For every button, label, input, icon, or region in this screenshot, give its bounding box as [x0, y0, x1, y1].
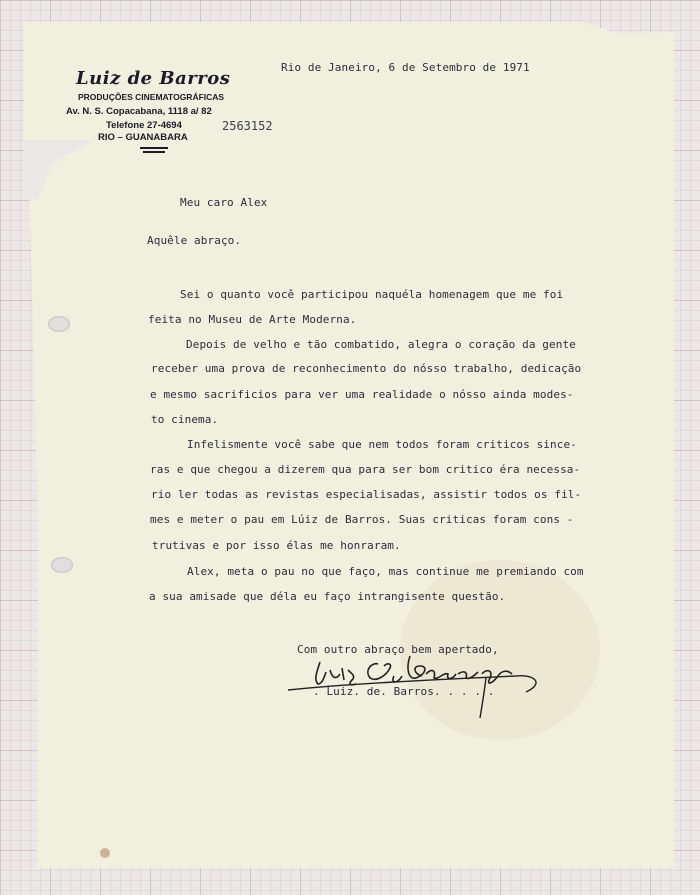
body-line: a sua amisade que déla eu faço intrangisente questão. — [149, 590, 506, 603]
body-line: to cinema. — [151, 413, 219, 426]
salutation: Meu caro Alex — [180, 196, 268, 209]
greeting: Aquêle abraço. — [147, 234, 242, 247]
body-line: Depois de velho e tão combatido, alegra o coração da gente — [186, 338, 576, 351]
body-line: Alex, meta o pau no que faço, mas continue me premiando com — [187, 565, 584, 578]
letterhead-company: PRODUÇÕES CINEMATOGRÁFICAS — [78, 92, 225, 102]
dateline: Rio de Janeiro, 6 de Setembro de 1971 — [281, 61, 530, 74]
letterhead-name: Luiz de Barros — [76, 68, 231, 89]
body-line: ras e que chegou a dizerem qua para ser bom critico éra necessa- — [150, 463, 581, 476]
letterhead-phone-correction: 2563152 — [222, 119, 273, 133]
letterhead-address: Av. N. S. Copacabana, 1118 a/ 82 — [66, 106, 212, 117]
body-line: mes e meter o pau em Lúiz de Barros. Suas criticas foram cons - — [150, 513, 574, 526]
letterhead-phone: Telefone 27-4694 — [106, 120, 182, 131]
body-line: receber uma prova de reconhecimento do nósso trabalho, dedicação — [151, 362, 582, 375]
body-line: feita no Museu de Arte Moderna. — [148, 313, 357, 326]
letterhead-rule-2 — [143, 151, 165, 153]
typed-signature: . Luiz. de. Barros. . . . . — [313, 685, 495, 698]
stain-spot — [100, 848, 110, 858]
punch-hole-top — [48, 316, 70, 332]
handwritten-signature — [286, 640, 550, 720]
body-line: rio ler todas as revistas especialisadas, assistir todos os fil- — [151, 488, 582, 501]
body-line: e mesmo sacrificios para ver uma realidade o nósso ainda modes- — [150, 388, 574, 401]
body-line: trutivas e por isso élas me honraram. — [152, 539, 401, 552]
letterhead-rule — [140, 147, 168, 149]
closing: Com outro abraço bem apertado, — [297, 643, 499, 656]
body-line: Infelismente você sabe que nem todos foram criticos since- — [187, 438, 577, 451]
punch-hole-bottom — [51, 557, 73, 573]
body-line: Sei o quanto você participou naquéla homenagem que me foi — [180, 288, 564, 301]
letterhead-city: RIO – GUANABARA — [98, 132, 188, 143]
